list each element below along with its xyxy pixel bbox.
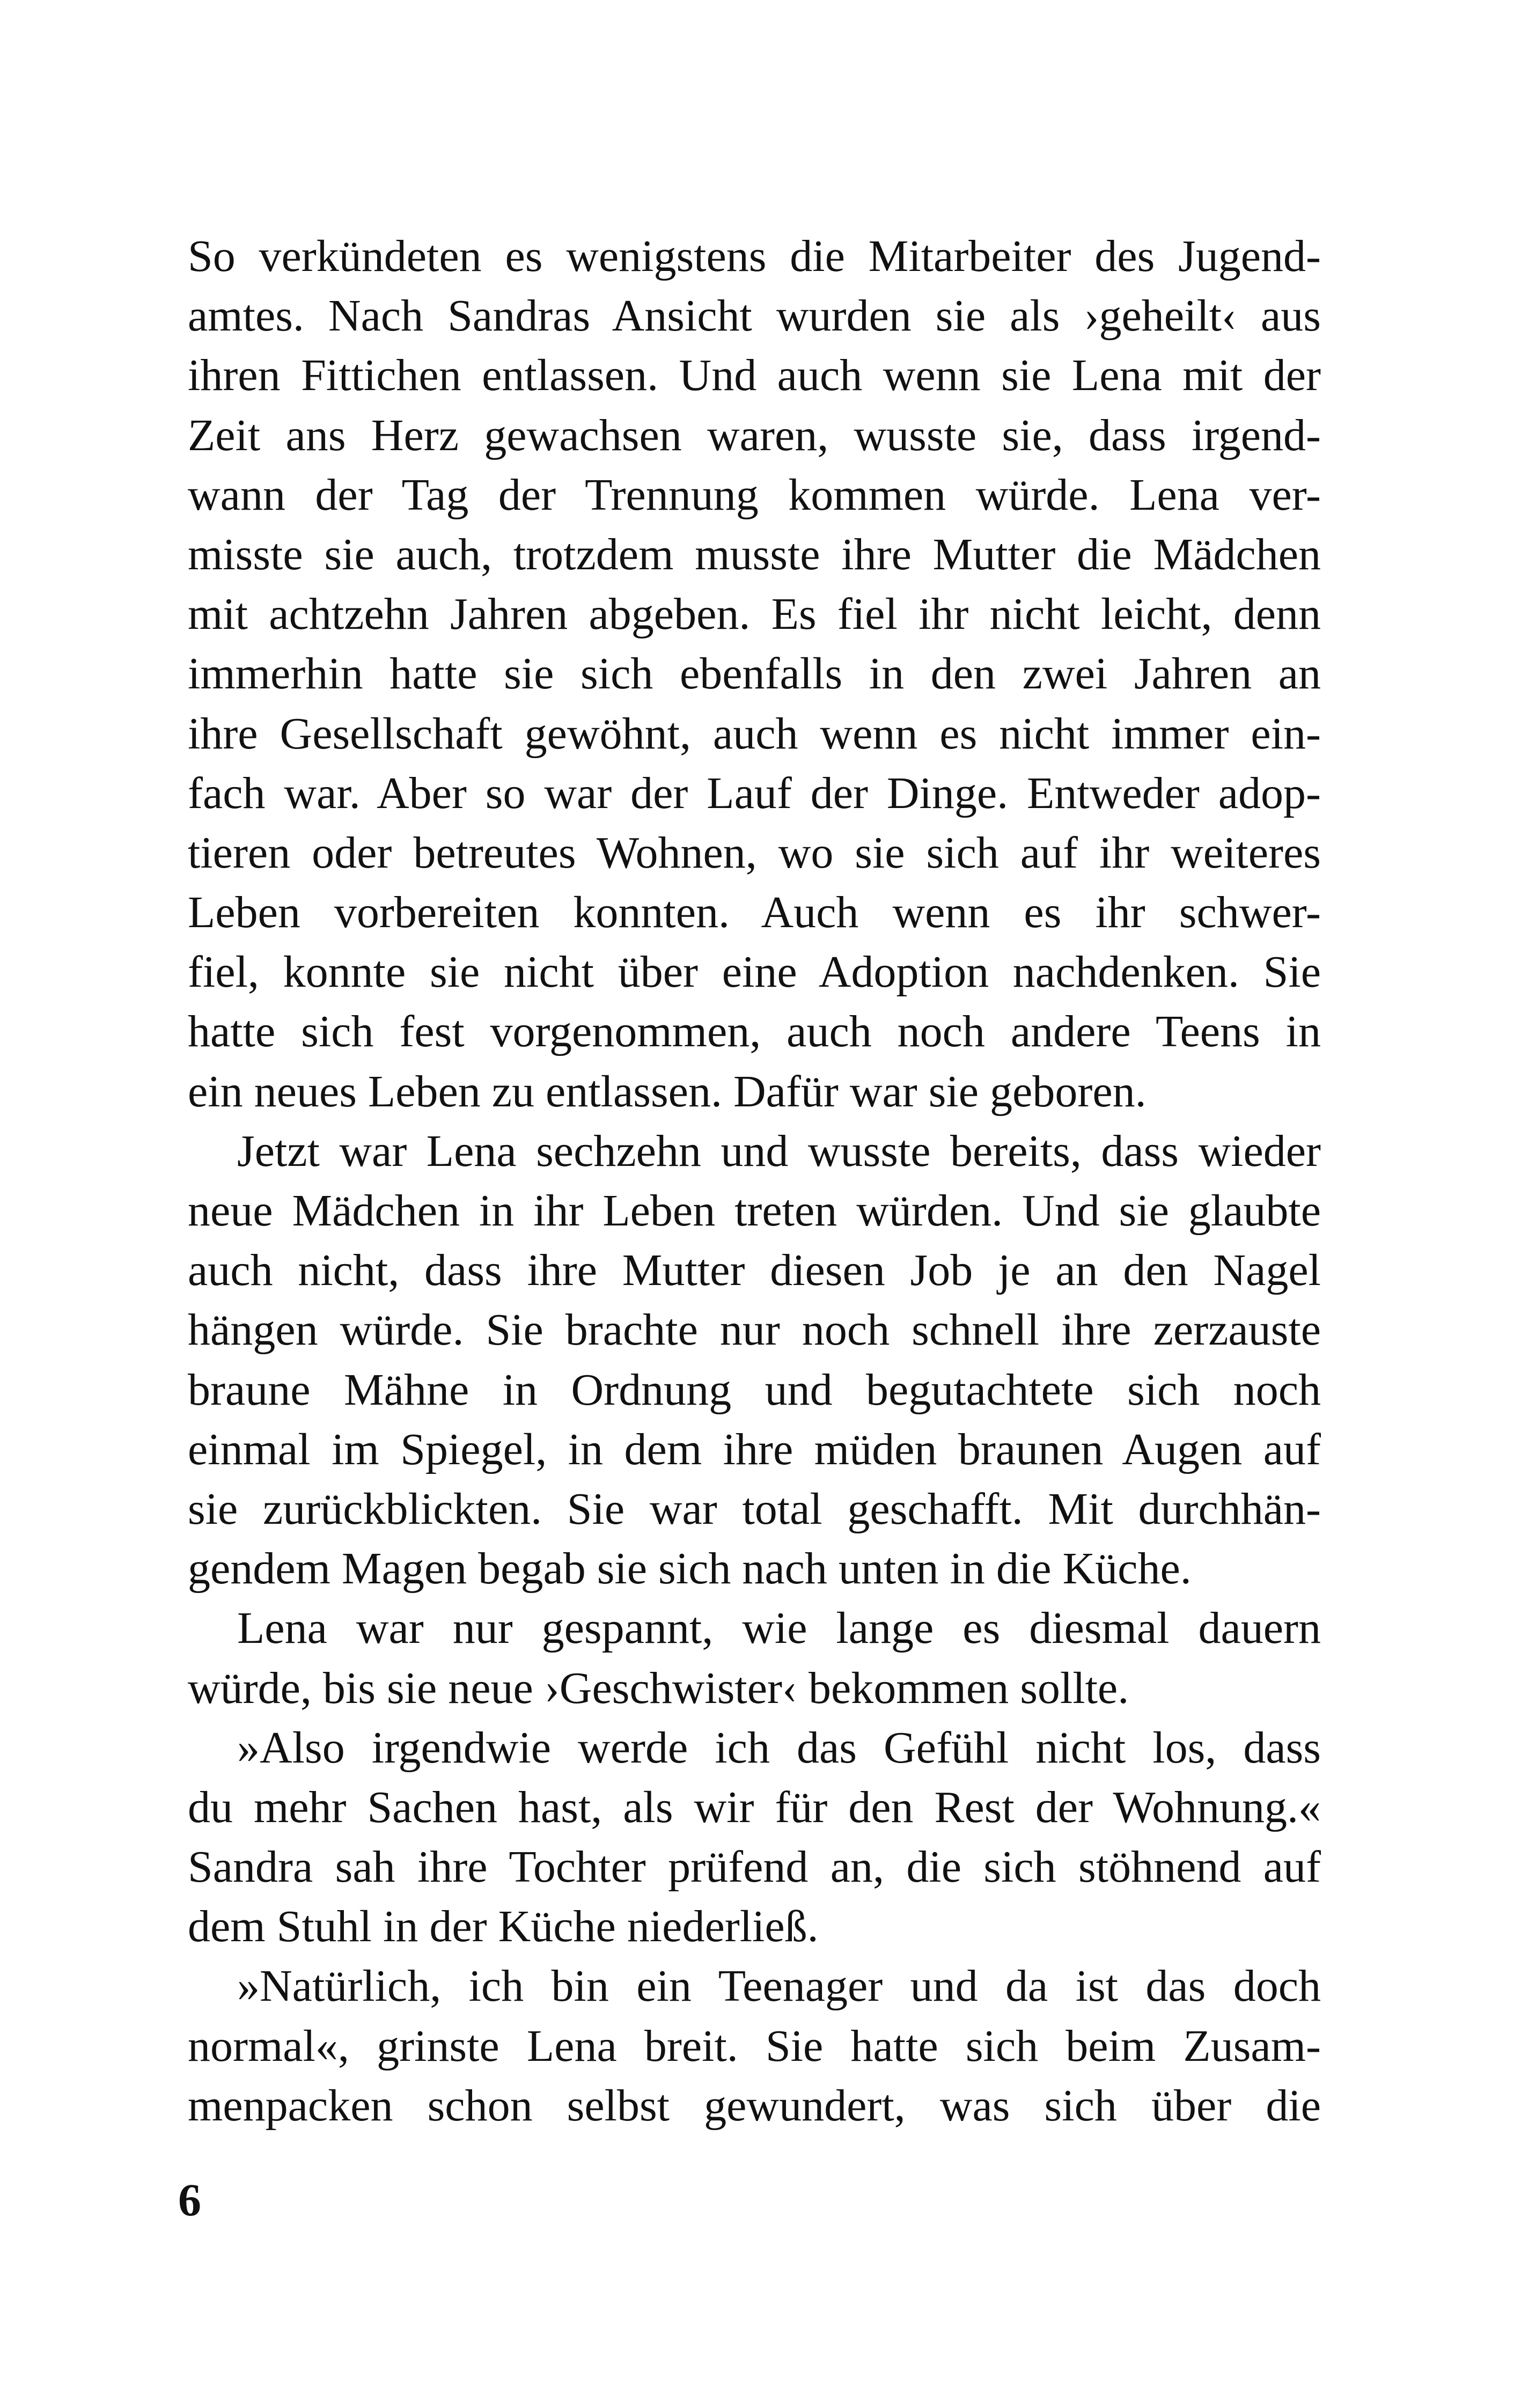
- text-line: mit achtzehn Jahren abgeben. Es fiel ihr nicht leicht, denn: [188, 589, 1321, 640]
- text-line: dem Stuhl in der Küche niederließ.: [188, 1902, 819, 1952]
- body-text: [188, 226, 1321, 2135]
- text-line: neue Mädchen in ihr Leben treten würden. Und sie glaubte: [188, 1186, 1321, 1236]
- text-line: hängen würde. Sie brachte nur noch schnell ihre zerzauste: [188, 1305, 1321, 1355]
- text-line: ihre Gesellschaft gewöhnt, auch wenn es nicht immer ein-: [188, 708, 1321, 759]
- text-line: Sandra sah ihre Tochter prüfend an, die sich stöhnend auf: [188, 1842, 1321, 1892]
- text-line: Jetzt war Lena sechzehn und wusste bereits, dass wieder: [237, 1126, 1321, 1176]
- text-line: du mehr Sachen hast, als wir für den Rest der Wohnung.«: [188, 1782, 1321, 1832]
- text-line: menpacken schon selbst gewundert, was sich über die: [188, 2080, 1321, 2131]
- text-line: So verkündeten es wenigstens die Mitarbeiter des Jugend-: [188, 231, 1321, 281]
- text-line: wann der Tag der Trennung kommen würde. Lena ver-: [188, 469, 1321, 520]
- page-number: 6: [178, 2174, 201, 2226]
- text-line: fiel, konnte sie nicht über eine Adoption nachdenken. Sie: [188, 947, 1321, 997]
- text-line: auch nicht, dass ihre Mutter diesen Job je an den Nagel: [188, 1245, 1321, 1296]
- text-line: normal«, grinste Lena breit. Sie hatte sich beim Zusam-: [188, 2021, 1321, 2071]
- text-line: immerhin hatte sie sich ebenfalls in den zwei Jahren an: [188, 649, 1321, 699]
- text-line: sie zurückblickten. Sie war total geschafft. Mit durchhän-: [188, 1484, 1321, 1534]
- text-line: gendem Magen begab sie sich nach unten in die Küche.: [188, 1544, 1192, 1594]
- text-line: einmal im Spiegel, in dem ihre müden braunen Augen auf: [188, 1424, 1321, 1474]
- text-line: misste sie auch, trotzdem musste ihre Mutter die Mädchen: [188, 529, 1321, 579]
- text-line: Leben vorbereiten konnten. Auch wenn es ihr schwer-: [188, 887, 1321, 938]
- text-line: Zeit ans Herz gewachsen waren, wusste sie, dass irgend-: [188, 410, 1321, 460]
- text-line: ihren Fittichen entlassen. Und auch wenn sie Lena mit der: [188, 350, 1321, 401]
- text-line: hatte sich fest vorgenommen, auch noch andere Teens in: [188, 1007, 1321, 1057]
- text-line: braune Mähne in Ordnung und begutachtete sich noch: [188, 1364, 1321, 1415]
- text-line: Lena war nur gespannt, wie lange es diesmal dauern: [237, 1603, 1321, 1654]
- text-line: »Also irgendwie werde ich das Gefühl nicht los, dass: [237, 1722, 1321, 1773]
- text-line: fach war. Aber so war der Lauf der Dinge. Entweder adop-: [188, 768, 1321, 818]
- text-line: würde, bis sie neue ›Geschwister‹ bekommen sollte.: [188, 1663, 1129, 1713]
- text-line: »Natürlich, ich bin ein Teenager und da ist das doch: [237, 1961, 1321, 2011]
- text-line: tieren oder betreutes Wohnen, wo sie sich auf ihr weiteres: [188, 827, 1321, 878]
- text-line: ein neues Leben zu entlassen. Dafür war sie geboren.: [188, 1066, 1147, 1117]
- text-line: amtes. Nach Sandras Ansicht wurden sie als ›geheilt‹ aus: [188, 291, 1321, 341]
